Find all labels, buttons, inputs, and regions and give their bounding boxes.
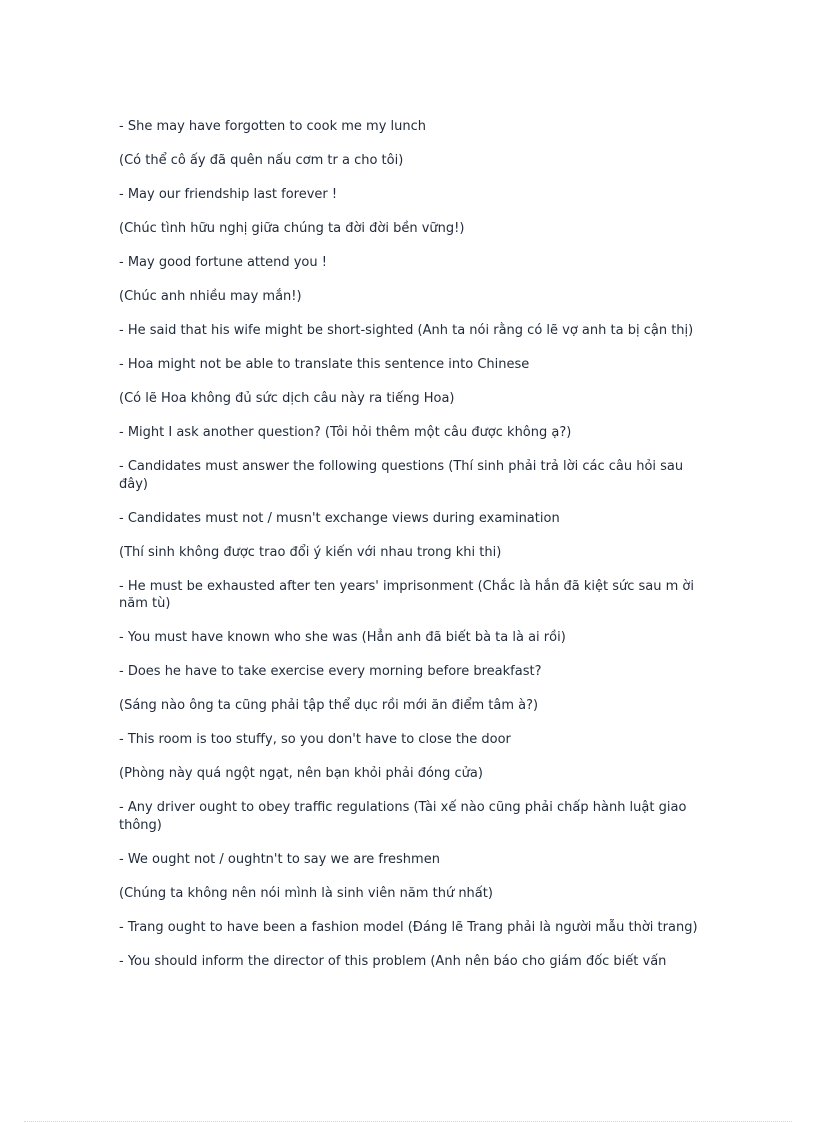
text-line-22: (Chúng ta không nên nói mình là sinh viên năm thứ nhất) (119, 885, 493, 901)
page-bottom-rule (24, 1121, 792, 1122)
text-line-1: - She may have forgotten to cook me my lunch (119, 119, 427, 134)
text-line-13: (Thí sinh không được trao đổi ý kiến với nhau trong khi thi) (119, 544, 502, 560)
text-line-14: - He must be exhausted after ten years' imprisonment (Chắc là hắn đã kiệt sức sau m ời năm tù) (119, 578, 694, 611)
document-body (119, 118, 699, 987)
text-line-9: (Có lẽ Hoa không đủ sức dịch câu này ra tiếng Hoa) (119, 391, 455, 406)
text-line-21: - We ought not / oughtn't to say we are freshmen (119, 851, 440, 867)
text-line-18: - This room is too stuffy, so you don't have to close the door (119, 732, 511, 747)
text-line-16: - Does he have to take exercise every morning before breakfast? (119, 664, 542, 679)
text-line-15: - You must have known who she was (Hẳn anh đã biết bà ta là ai rồi) (119, 630, 566, 645)
text-line-23: - Trang ought to have been a fashion model (Đáng lẽ Trang phải là người mẫu thời trang) (119, 919, 698, 935)
text-line-3: - May our friendship last forever ! (119, 187, 338, 202)
text-line-17: (Sáng nào ông ta cũng phải tập thể dục rồi mới ăn điểm tâm à?) (119, 698, 539, 713)
text-line-7: - He said that his wife might be short-sighted (Anh ta nói rằng có lẽ vợ anh ta bị cận thị) (119, 323, 694, 338)
text-line-11: - Candidates must answer the following questions (Thí sinh phải trả lời các câu hỏi sau đây) (119, 459, 684, 492)
text-line-6: (Chúc anh nhiều may mắn!) (119, 289, 302, 304)
text-line-2: (Có thể cô ấy đã quên nấu cơm tr a cho tôi) (119, 153, 404, 168)
text-line-10: - Might I ask another question? (Tôi hỏi thêm một câu được không ạ?) (119, 425, 572, 440)
text-line-19: (Phòng này quá ngột ngạt, nên bạn khỏi phải đóng cửa) (119, 766, 483, 781)
text-line-4: (Chúc tình hữu nghị giữa chúng ta đời đời bền vững!) (119, 221, 465, 236)
text-line-20: - Any driver ought to obey traffic regulations (Tài xế nào cũng phải chấp hành luật giao thông) (119, 800, 687, 833)
text-line-24: - You should inform the director of this problem (Anh nên báo cho giám đốc biết vấn (119, 953, 667, 969)
text-line-12: - Candidates must not / musn't exchange views during examination (119, 510, 560, 526)
text-line-8: - Hoa might not be able to translate this sentence into Chinese (119, 357, 530, 372)
text-line-5: - May good fortune attend you ! (119, 255, 327, 270)
